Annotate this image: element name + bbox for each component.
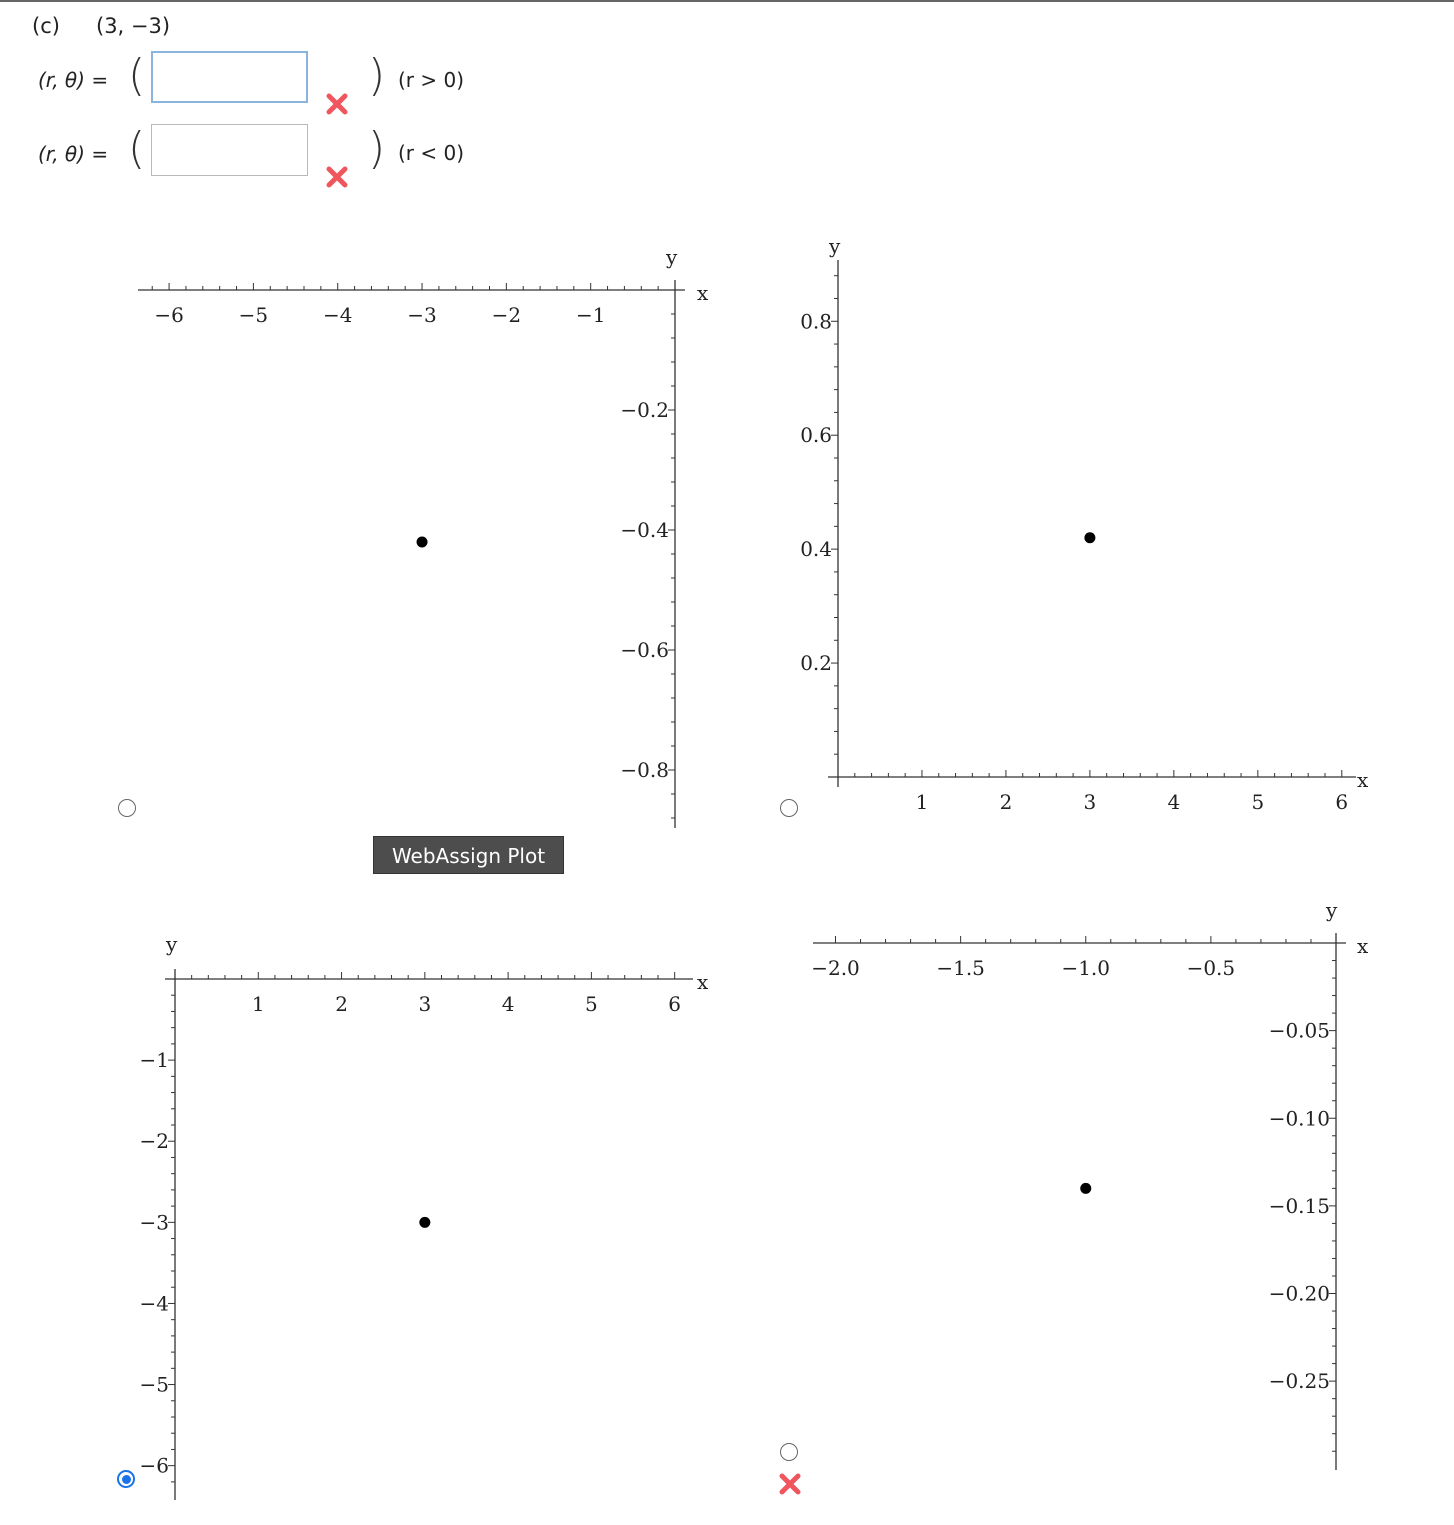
y-tick-label: −3 (139, 1210, 169, 1235)
x-tick-label: 5 (585, 992, 598, 1016)
x-tick-label: −2 (491, 303, 522, 327)
y-axis-label: y (829, 234, 841, 258)
x-tick-label: 6 (1335, 790, 1349, 814)
y-axis-label: y (166, 932, 178, 956)
x-tick-label: −3 (407, 303, 437, 327)
equals-sign: = (91, 142, 109, 166)
y-tick-label: −0.25 (1268, 1369, 1330, 1394)
y-tick-label: 0.8 (800, 309, 832, 334)
y-tick-label: −4 (139, 1291, 169, 1316)
x-tick-label: 2 (335, 992, 348, 1016)
y-tick-label: −0.20 (1268, 1281, 1330, 1306)
open-paren: ( (128, 123, 146, 174)
y-tick-label: −0.8 (620, 758, 669, 782)
condition-r-negative: (r < 0) (398, 141, 465, 165)
x-tick-label: −1.5 (936, 956, 985, 980)
x-tick-label: 4 (501, 992, 515, 1016)
y-tick-label: 0.2 (800, 651, 832, 676)
data-point (1080, 1183, 1091, 1194)
x-tick-label: −0.5 (1186, 956, 1236, 980)
y-tick-label: −0.10 (1268, 1106, 1330, 1131)
y-axis-label: y (1326, 898, 1338, 922)
y-tick-label: −0.6 (620, 638, 669, 662)
x-tick-label: −4 (322, 303, 353, 327)
equals-sign: = (91, 68, 109, 92)
x-axis-label: x (697, 970, 709, 994)
x-tick-label: −6 (154, 303, 184, 327)
y-tick-label: −0.05 (1268, 1018, 1330, 1043)
x-tick-label: 4 (1167, 790, 1181, 814)
x-tick-label: 6 (668, 992, 682, 1016)
x-tick-label: −1 (575, 303, 606, 327)
y-tick-label: −0.4 (620, 518, 669, 542)
y-tick-label: −0.2 (620, 398, 669, 422)
x-tick-label: −2.0 (811, 956, 860, 980)
plot-tooltip: WebAssign Plot (373, 836, 564, 874)
x-tick-label: 1 (251, 992, 265, 1016)
y-tick-label: −0.15 (1268, 1193, 1330, 1218)
x-tick-label: 3 (418, 992, 432, 1016)
y-tick-label: −6 (139, 1453, 169, 1478)
close-paren: ) (368, 123, 386, 174)
x-tick-label: −5 (238, 303, 269, 327)
row-label-text: (r, θ) (38, 142, 85, 166)
row-label-text: (r, θ) (38, 68, 85, 92)
x-tick-label: 3 (1083, 790, 1097, 814)
x-axis-label: x (1357, 934, 1369, 958)
y-tick-label: −2 (139, 1129, 169, 1154)
open-paren: ( (128, 50, 146, 101)
y-tick-label: 0.4 (800, 537, 832, 562)
x-axis-label: x (1357, 768, 1369, 792)
y-tick-label: −1 (139, 1048, 169, 1073)
y-tick-label: 0.6 (800, 423, 832, 448)
close-paren: ) (368, 50, 386, 101)
y-axis-label: y (666, 245, 678, 269)
x-tick-label: −1.0 (1061, 956, 1111, 980)
x-axis-label: x (697, 281, 709, 305)
condition-r-positive: (r > 0) (398, 68, 465, 92)
x-tick-label: 5 (1251, 790, 1265, 814)
part-label: (c) (32, 14, 60, 38)
x-tick-label: 1 (915, 790, 929, 814)
x-tick-label: 2 (999, 790, 1013, 814)
y-tick-label: −5 (139, 1372, 169, 1397)
given-point: (3, −3) (96, 14, 171, 38)
